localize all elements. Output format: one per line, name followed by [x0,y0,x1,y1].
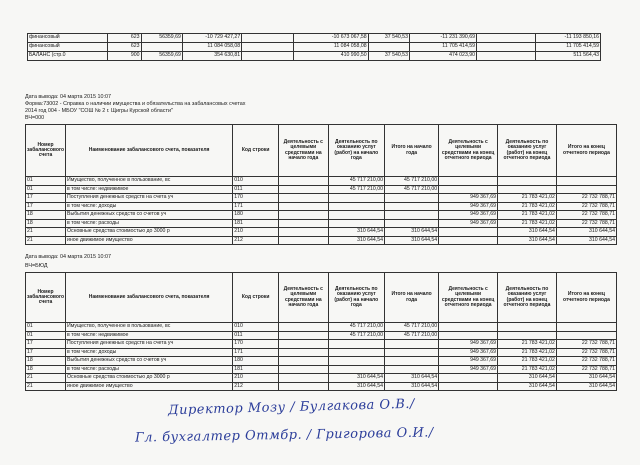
table-cell: Основные средства стоимостью до 3000 р [66,228,233,237]
table-cell: 17 [26,194,66,203]
table-cell [279,357,328,366]
table-cell: 310 644,54 [498,228,557,237]
table-row [28,43,601,52]
table-cell: 56359,69 [141,34,182,43]
column-header: Итого на начало года [385,125,439,177]
table-cell: 11 084 058,08 [182,43,241,52]
table-cell: 01 [26,323,66,332]
column-header: Итого на начало года [385,273,439,323]
column-header: Итого на конец отчетного периода [556,125,616,177]
table-cell: -10 673 067,58 [293,34,368,43]
table-cell [439,374,498,383]
table-cell: 18 [26,219,66,228]
table-cell [385,194,439,203]
table-cell: 310 644,54 [498,374,557,383]
table-cell: 37 540,53 [368,34,409,43]
table-cell [279,202,328,211]
table-cell: 011 [233,185,279,194]
table-cell: 18 [26,211,66,220]
table-cell [279,323,328,332]
table-cell: 21 783 421,02 [498,348,557,357]
table-cell [439,185,498,194]
column-header: Деятельность по оказанию услуг (работ) на конец отчетного периода [498,125,557,177]
column-header: Номер забалансового счета [26,125,66,177]
table-cell: 354 630,81 [182,52,241,61]
table-cell: 11 705 414,59 [536,43,601,52]
table-cell: 45 717 210,00 [385,323,439,332]
table-cell [242,34,294,43]
table-cell: 22 732 788,71 [556,357,616,366]
report1-meta-vch: ВЧ=000 [25,115,45,121]
table-row [28,52,601,61]
table-cell: 310 644,54 [385,382,439,391]
table-cell: -11 231 390,69 [409,34,476,43]
table-cell: 37 540,53 [368,52,409,61]
table-cell [279,348,328,357]
table-cell: 949 367,69 [439,340,498,349]
table-row [26,194,617,203]
column-header: Деятельность с целевыми средствами на конец отчетного периода [439,125,498,177]
table-cell [498,331,557,340]
table-cell: в том числе: расходы [66,219,233,228]
table-cell: 310 644,54 [498,382,557,391]
table-cell: 17 [26,348,66,357]
table-cell [385,211,439,220]
column-header: Деятельность с целевыми средствами на начало года [279,125,328,177]
table-cell: 21 783 421,02 [498,194,557,203]
table-cell: 410 990,50 [293,52,368,61]
table-cell [368,43,409,52]
table-cell: 949 367,69 [439,348,498,357]
table-cell: Основные средства стоимостью до 3000 р [66,374,233,383]
table-cell: в том числе: недвижимое [66,185,233,194]
table-cell: иное движимое имущество [66,382,233,391]
table-row [26,228,617,237]
table-cell: Выбытия денежных средств со счетов уч [66,357,233,366]
table-cell: 21 [26,382,66,391]
table-cell [328,348,385,357]
report1-table [25,124,617,245]
table-cell: в том числе: доходы [66,348,233,357]
table-cell [477,52,536,61]
table-cell: 310 644,54 [385,374,439,383]
table-cell: 310 644,54 [328,236,385,245]
column-header: Деятельность по оказанию услуг (работ) на начало года [328,273,385,323]
table-cell: Поступления денежных средств на счета уч [66,194,233,203]
table-cell [439,177,498,186]
table-cell [498,323,557,332]
table-cell: иное движимое имущество [66,236,233,245]
table-cell: 511 564,43 [536,52,601,61]
table-cell [439,236,498,245]
table-cell: 45 717 210,00 [385,331,439,340]
table-cell: 17 [26,202,66,211]
table-cell: 22 732 788,71 [556,202,616,211]
table-cell [328,211,385,220]
table-cell: 310 644,54 [556,228,616,237]
table-cell: 21 [26,228,66,237]
table-cell [328,194,385,203]
table-cell: 01 [26,185,66,194]
table-cell [279,185,328,194]
top-balance-table [27,33,601,61]
table-cell: Имущество, полученное в пользование, вс [66,323,233,332]
table-cell: 949 367,69 [439,211,498,220]
table-cell [242,52,294,61]
table-cell: 180 [233,357,279,366]
column-header: Наименование забалансового счета, показателя [66,273,233,323]
table-cell: в том числе: расходы [66,365,233,374]
table-cell [556,323,616,332]
table-cell: Поступления денежных средств на счета уч [66,340,233,349]
table-cell: 45 717 210,00 [328,177,385,186]
table-cell: 949 367,69 [439,219,498,228]
table-row [26,185,617,194]
table-cell: 623 [108,34,142,43]
table-cell: -11 193 850,16 [536,34,601,43]
table-cell: 21 783 421,02 [498,219,557,228]
table-cell: 623 [108,43,142,52]
table-cell: в том числе: недвижимое [66,331,233,340]
table-cell: 181 [233,219,279,228]
table-cell: 22 732 788,71 [556,365,616,374]
table-cell [439,331,498,340]
table-cell: 21 783 421,02 [498,202,557,211]
table-cell: 949 367,69 [439,202,498,211]
table-cell: -10 729 427,27 [182,34,241,43]
table-cell [279,211,328,220]
table-cell: 01 [26,177,66,186]
table-cell [385,365,439,374]
table-cell [328,357,385,366]
table-cell [328,340,385,349]
table-cell: 11 084 058,08 [293,43,368,52]
report2-meta-vch: ВЧ=БЮД [25,263,48,269]
table-cell: 212 [233,382,279,391]
table-cell: 212 [233,236,279,245]
table-row [26,236,617,245]
table-cell: 310 644,54 [385,228,439,237]
table-row [28,34,601,43]
table-cell: 181 [233,365,279,374]
table-cell: 21 783 421,02 [498,357,557,366]
table-cell [279,219,328,228]
table-cell: финансовый [28,43,108,52]
table-cell [439,382,498,391]
table-cell [498,177,557,186]
table-cell: в том числе: доходы [66,202,233,211]
table-cell: 171 [233,348,279,357]
accountant-signature: Гл. бухгалтер Отмбр. / Григорова О.И./ [134,425,434,446]
report1-meta-form: Форма:73002 - Справка о наличии имущества и обязательства на забалансовых счетах [25,101,246,107]
table-cell [279,331,328,340]
table-cell [328,202,385,211]
table-cell [385,202,439,211]
table-cell [477,43,536,52]
table-cell: 21 [26,374,66,383]
table-cell: 310 644,54 [556,382,616,391]
column-header: Номер забалансового счета [26,273,66,323]
table-row [26,211,617,220]
column-header: Итого на конец отчетного периода [556,273,616,323]
table-cell: 010 [233,177,279,186]
table-cell: Выбытия денежных средств со счетов уч [66,211,233,220]
table-cell [279,382,328,391]
table-row [26,374,617,383]
table-cell [141,43,182,52]
table-cell: 21 783 421,02 [498,340,557,349]
table-cell: 45 717 210,00 [328,323,385,332]
table-cell [279,228,328,237]
table-cell: 949 367,69 [439,194,498,203]
table-row [26,219,617,228]
column-header: Деятельность по оказанию услуг (работ) на конец отчетного периода [498,273,557,323]
table-cell [279,340,328,349]
table-row [26,348,617,357]
report2-meta-date: Дата вывода: 04 марта 2015 10:07 [25,254,111,260]
table-row [26,331,617,340]
table-cell: 310 644,54 [328,382,385,391]
table-cell: 17 [26,340,66,349]
report2-table [25,272,617,391]
table-cell: 474 023,90 [409,52,476,61]
table-cell: 310 644,54 [556,236,616,245]
table-cell: 310 644,54 [328,228,385,237]
table-cell: 45 717 210,00 [385,177,439,186]
table-cell [385,219,439,228]
table-cell [328,365,385,374]
column-header: Наименование забалансового счета, показателя [66,125,233,177]
table-cell: 180 [233,211,279,220]
table-cell: финансовый [28,34,108,43]
table-cell [556,177,616,186]
director-signature: Директор Мозу / Булгакова О.В./ [167,396,415,419]
table-cell [385,340,439,349]
table-cell [556,331,616,340]
column-header: Деятельность с целевыми средствами на начало года [279,273,328,323]
table-cell: 18 [26,365,66,374]
table-cell: 949 367,69 [439,357,498,366]
table-cell: 310 644,54 [556,374,616,383]
table-row [26,323,617,332]
table-cell: БАЛАНС (стр.0 [28,52,108,61]
table-cell: 56359,69 [141,52,182,61]
table-cell: 210 [233,374,279,383]
table-cell: 170 [233,194,279,203]
table-cell: 21 [26,236,66,245]
report1-meta-org: 2014 год 004 - МБОУ "СОШ № 2 г. Щигры Курской области" [25,108,173,114]
table-cell: 011 [233,331,279,340]
table-cell: 210 [233,228,279,237]
table-cell: 18 [26,357,66,366]
table-cell: 310 644,54 [498,236,557,245]
table-cell: 11 705 414,59 [409,43,476,52]
table-cell [279,194,328,203]
table-cell: 010 [233,323,279,332]
table-cell: 01 [26,331,66,340]
table-row [26,340,617,349]
table-cell: 900 [108,52,142,61]
table-cell [439,228,498,237]
column-header: Код строки [233,125,279,177]
table-cell: 22 732 788,71 [556,211,616,220]
table-cell [242,43,294,52]
table-cell: 310 644,54 [385,236,439,245]
report1-meta-date: Дата вывода: 04 марта 2015 10:07 [25,94,111,100]
table-cell: 310 644,54 [328,374,385,383]
table-cell: 170 [233,340,279,349]
table-cell [328,219,385,228]
table-cell [279,374,328,383]
table-cell [477,34,536,43]
column-header: Деятельность по оказанию услуг (работ) на начало года [328,125,385,177]
table-row [26,365,617,374]
column-header: Код строки [233,273,279,323]
table-row [26,382,617,391]
table-cell [279,236,328,245]
table-cell: 45 717 210,00 [328,331,385,340]
table-cell [556,185,616,194]
table-cell [385,348,439,357]
table-cell: 949 367,69 [439,365,498,374]
table-cell [385,357,439,366]
table-cell [439,323,498,332]
table-cell: 45 717 210,00 [385,185,439,194]
table-cell: 45 717 210,00 [328,185,385,194]
table-cell: 22 732 788,71 [556,194,616,203]
table-cell: 22 732 788,71 [556,340,616,349]
table-cell [279,365,328,374]
table-cell: 171 [233,202,279,211]
table-cell: Имущество, полученное в пользование, вс [66,177,233,186]
table-cell: 21 783 421,02 [498,365,557,374]
table-cell: 22 732 788,71 [556,348,616,357]
table-cell: 22 732 788,71 [556,219,616,228]
table-cell [279,177,328,186]
table-row [26,202,617,211]
table-cell [498,185,557,194]
table-cell: 21 783 421,02 [498,211,557,220]
table-row [26,177,617,186]
column-header: Деятельность с целевыми средствами на конец отчетного периода [439,273,498,323]
table-row [26,357,617,366]
